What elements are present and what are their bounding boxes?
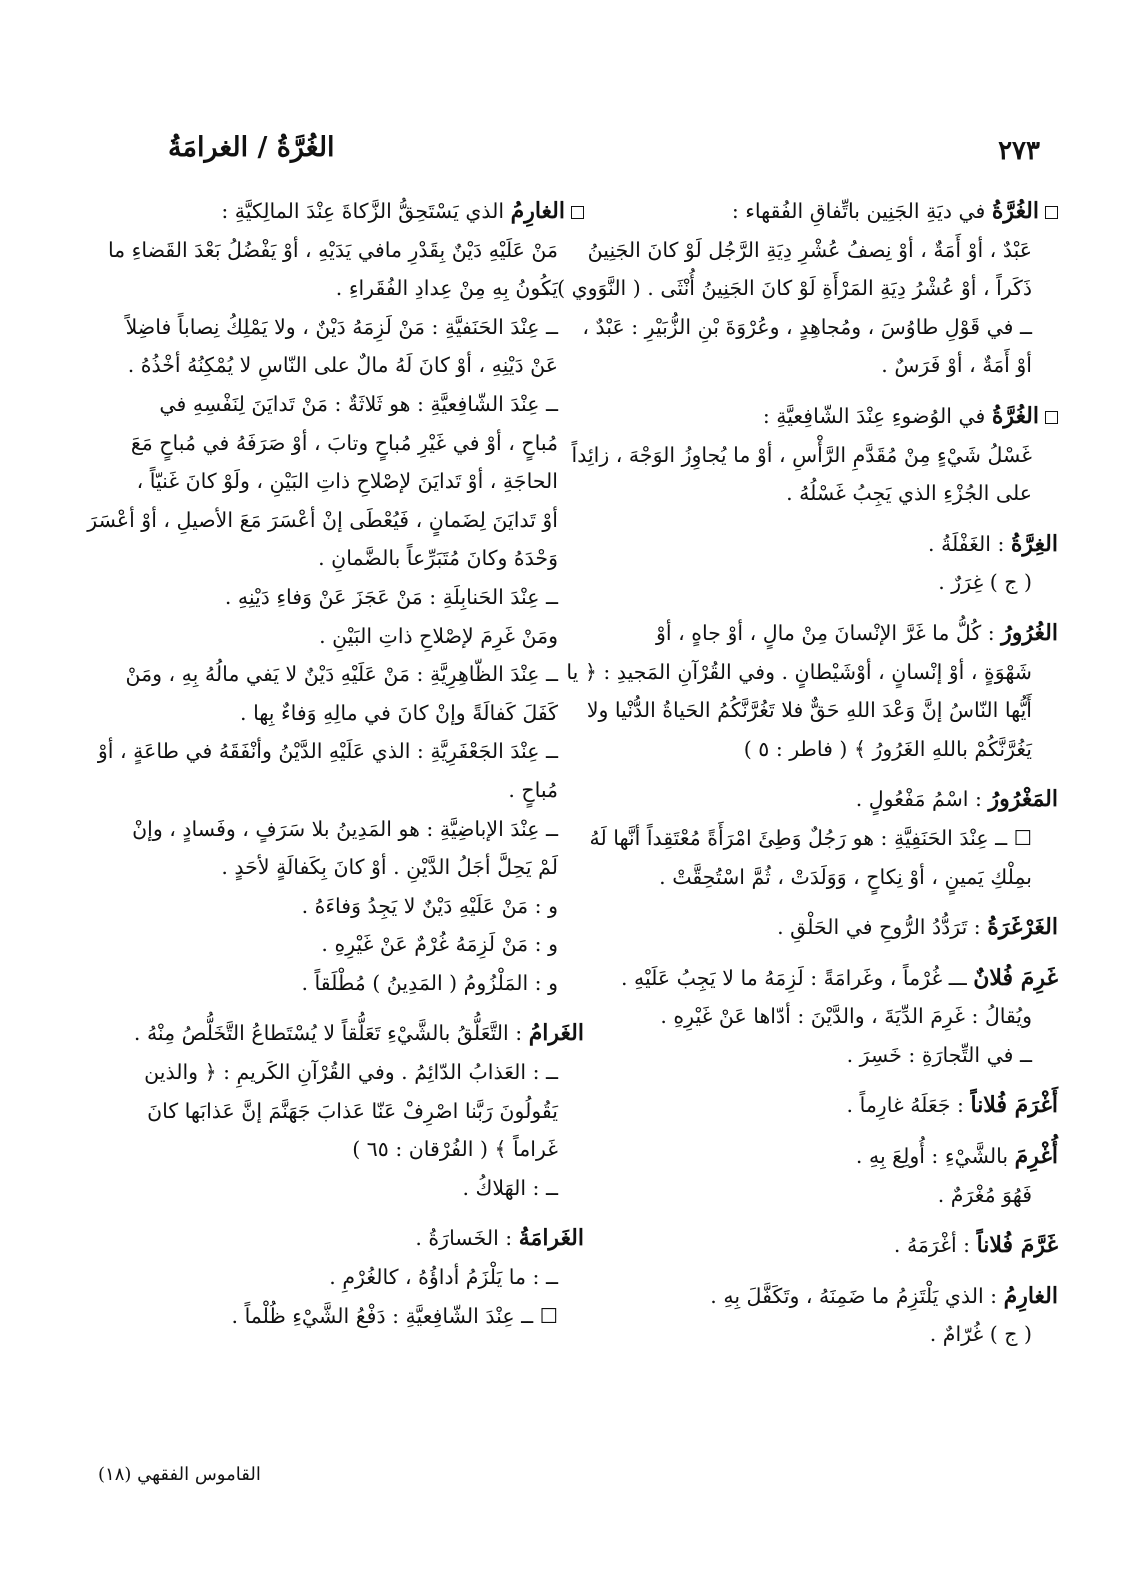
dictionary-entry bbox=[544, 192, 1058, 385]
entry-line bbox=[125, 308, 584, 347]
entry-line bbox=[130, 424, 584, 463]
line-text: فَهُوَ مُغْرَمٌ . bbox=[937, 1182, 1032, 1207]
entry-line bbox=[148, 539, 584, 578]
entry-line bbox=[618, 1036, 1058, 1075]
entry-line bbox=[571, 436, 1058, 475]
line-text: ومَنْ غَرِمَ لإصْلاحِ ذاتِ البَيْنِ . bbox=[319, 623, 558, 648]
line-text: بالشَّيْءِ : أُولِعَ بِهِ . bbox=[855, 1144, 1009, 1169]
entry-line bbox=[148, 964, 584, 1003]
line-text: ــ عِنْدَ الظّاهِرِيَّةِ : مَنْ عَلَيْهِ دَيْنٌ لا يَفي مالُهُ بِهِ ، ومَنْ bbox=[125, 662, 558, 687]
headword: الغارِمُ bbox=[1003, 1282, 1058, 1309]
line-text: يَقُولُونَ رَبَّنا اصْرِفْ عَنّا عَذابَ جَهَنَّمَ إنَّ عَذابَها كانَ bbox=[147, 1098, 558, 1123]
dictionary-entry bbox=[571, 397, 1058, 513]
line-text: في الوُضوءِ عِنْدَ الشّافِعيَّةِ : bbox=[762, 403, 986, 428]
entry-line bbox=[127, 346, 584, 385]
line-text: ـــ غُرْماً ، وغَرامَةً : لَزِمَهُ ما لا يَجِبُ عَلَيْهِ . bbox=[620, 965, 967, 990]
headword: الغُرَّةُ bbox=[991, 402, 1039, 429]
entry-line bbox=[586, 691, 1058, 730]
headword: أَغْرَمَ فُلاناً bbox=[970, 1092, 1058, 1119]
line-text: ــ : العَذابُ الدّائِمُ . وفي القُرْآنِ الكَريمِ : ﴿ والذين bbox=[144, 1060, 558, 1085]
square-marker-icon bbox=[1045, 206, 1058, 219]
entry-line bbox=[148, 192, 584, 231]
running-head: الغُرَّةُ / الغرامَةُ bbox=[168, 132, 335, 163]
headword: الغُرُورُ bbox=[1001, 619, 1058, 646]
entry-line bbox=[618, 563, 1058, 602]
headword: الغُرَّةُ bbox=[991, 198, 1039, 224]
headword: الغَرامُ bbox=[528, 1020, 584, 1047]
line-text: أَيُّها النّاسُ إنَّ وَعْدَ اللهِ حَقٌّ فلا تَغُرَّنَّكُمُ الحَياةُ الدُّنْيا ولا bbox=[586, 698, 1032, 723]
entry-line bbox=[144, 1053, 584, 1092]
entry-line bbox=[618, 525, 1058, 564]
entry-line bbox=[148, 1219, 584, 1258]
entry-line bbox=[618, 397, 1058, 436]
headword: الغارِمُ bbox=[510, 198, 565, 224]
entry-line bbox=[148, 848, 584, 887]
entry-line bbox=[589, 819, 1058, 858]
entry-line bbox=[148, 1258, 584, 1297]
footer: القاموس الفقهي (١٨) bbox=[98, 1464, 261, 1485]
line-text: ــ : الهَلاكُ . bbox=[462, 1175, 558, 1200]
entry-line bbox=[107, 231, 584, 270]
entry-line bbox=[97, 732, 584, 771]
square-marker-icon bbox=[1045, 411, 1058, 424]
left-column bbox=[87, 192, 584, 1347]
dictionary-entry bbox=[148, 1219, 584, 1335]
line-text: و : مَنْ لَزِمَهُ غُرْمٌ عَنْ غَيْرِهِ . bbox=[321, 932, 558, 957]
line-text: : تَرَدُّدُ الرُّوحِ في الحَلْقِ . bbox=[777, 915, 981, 940]
entry-line bbox=[618, 730, 1058, 769]
headword: غَرِمَ فُلانٌ bbox=[973, 964, 1058, 991]
entry-line bbox=[566, 653, 1058, 692]
entry-line bbox=[618, 1226, 1058, 1265]
line-text: أوْ تَدايَنَ لِضَمانٍ ، فَيُعْطَى إنْ أعْسَرَ مَعَ الأصيلِ ، أوْ أعْسَرَ bbox=[87, 507, 558, 532]
headword: المَغْرُورُ bbox=[988, 786, 1058, 813]
entry-line bbox=[148, 771, 584, 810]
line-text: ( ج ) غِرَرٌ . bbox=[938, 570, 1032, 595]
line-text: مُباحٍ ، أوْ في غَيْرِ مُباحٍ وتابَ ، أوْ صَرَفَهُ في مُباحٍ مَعَ bbox=[130, 430, 558, 455]
headword: الغَرْغَرَةُ bbox=[987, 914, 1058, 941]
entry-line bbox=[582, 308, 1058, 347]
line-text: ☐ ــ عِنْدَ الحَنَفِيَّةِ : هو رَجُلٌ وَطِئَ امْرَأَةً مُعْتَقِداً أنَّها لَهُ bbox=[589, 825, 1032, 850]
line-text: ويُقالُ : غَرِمَ الدِّيَةَ ، والدَّيْنَ : أدّاها عَنْ غَيْرِهِ . bbox=[660, 1004, 1032, 1029]
line-text: شَهْوَةٍ ، أوْ إنْسانٍ ، أوْشَيْطانٍ . وفي القُرْآنِ المَجيدِ : ﴿ يا bbox=[566, 659, 1032, 684]
dictionary-entry bbox=[618, 959, 1058, 1075]
entry-line bbox=[125, 655, 584, 694]
dictionary-entry bbox=[618, 1226, 1058, 1265]
entry-line bbox=[148, 1130, 584, 1169]
line-text: ☐ ــ عِنْدَ الشّافِعيَّةِ : دَفْعُ الشَّيْءِ ظُلْماً . bbox=[231, 1303, 558, 1328]
dictionary-entry bbox=[618, 525, 1058, 602]
line-text: كَفَلَ كَفالَةً وإنْ كانَ في مالِهِ وَفاءٌ بِها . bbox=[240, 700, 558, 725]
entry-line bbox=[148, 617, 584, 656]
line-text: : كُلُّ ما غَرَّ الإنْسانَ مِنْ مالٍ ، أوْ جاهٍ ، أوْ bbox=[656, 620, 995, 645]
dictionary-entry bbox=[618, 1277, 1058, 1354]
entry-line bbox=[148, 1297, 584, 1336]
entry-line bbox=[148, 1169, 584, 1208]
entry-line bbox=[618, 192, 1058, 231]
dictionary-entry bbox=[589, 780, 1058, 896]
line-text: ــ عِنْدَ الحَنابِلَةِ : مَنْ عَجَزَ عَنْ وَفاءِ دَيْنِهِ . bbox=[224, 584, 558, 609]
line-text: في ديَةِ الجَنِين باتِّفاقِ الفُقهاء : bbox=[731, 199, 986, 223]
entry-line bbox=[148, 887, 584, 926]
line-text: ( ج ) غُرّامٌ . bbox=[929, 1322, 1032, 1347]
line-text: الذي يَسْتَحِقُّ الزَّكاةَ عِنْدَ المالِكيَّةِ : bbox=[221, 199, 505, 223]
dictionary-entry bbox=[566, 614, 1058, 768]
line-text: : جَعَلَهُ غارِماً . bbox=[846, 1093, 964, 1118]
entry-line bbox=[618, 908, 1058, 947]
entry-line bbox=[587, 231, 1058, 270]
line-text: و : المَلْزُومُ ( المَدِينُ ) مُطْلَقاً . bbox=[301, 970, 558, 995]
entry-line bbox=[87, 501, 584, 540]
square-marker-icon bbox=[571, 206, 584, 219]
entry-line bbox=[148, 385, 584, 424]
entry-line bbox=[618, 474, 1058, 513]
entry-line bbox=[618, 858, 1058, 897]
line-text: ــ عِنْدَ الجَعْفَرِيَّةِ : الذي عَلَيْهِ الدَّيْنُ وأنْفَقَهُ في طاعَةٍ ، أوْ bbox=[97, 739, 558, 764]
line-text: : الغَفْلَةُ . bbox=[927, 531, 1005, 556]
line-text: أوْ أَمَةٌ ، أوْ فَرَسٌ . bbox=[881, 353, 1032, 378]
line-text: : الخَسارَةُ . bbox=[415, 1226, 513, 1251]
dictionary-entry bbox=[87, 192, 584, 1002]
headword: الغِرَّةُ bbox=[1010, 530, 1058, 557]
line-text: و : مَنْ عَلَيْهِ دَيْنٌ لا يَجِدُ وَفاءَهُ . bbox=[301, 893, 558, 918]
entry-line bbox=[618, 1315, 1058, 1354]
line-text: : اسْمُ مَفْعُولٍ . bbox=[855, 787, 982, 812]
line-text: ــ في التِّجارَةِ : خَسِرَ . bbox=[846, 1042, 1032, 1067]
entry-line bbox=[132, 810, 584, 849]
entry-line bbox=[618, 1086, 1058, 1125]
entry-line bbox=[133, 1014, 584, 1053]
dictionary-entry bbox=[618, 908, 1058, 947]
line-text: ــ : ما يَلْزَمُ أداؤُهُ ، كالغُرْمِ . bbox=[329, 1265, 558, 1290]
line-text: عَنْ دَيْنِهِ ، أوْ كانَ لَهُ مالٌ على النّاسِ لا يُمْكِنُهُ أخْذُهُ . bbox=[127, 353, 558, 378]
line-text: : التَّعَلُّقُ بالشَّيْءِ تَعَلُّقاً لا يُسْتَطاعُ التَّخَلُّصُ مِنْهُ . bbox=[133, 1021, 523, 1046]
entry-line bbox=[618, 959, 1058, 998]
line-text: غَسْلُ شَيْءٍ مِنْ مُقَدَّمِ الرَّأْسِ ، أوْ ما يُجاوِزُ الوَجْهَ ، زائِداً bbox=[571, 442, 1032, 467]
line-text: وَحْدَهُ وكانَ مُتَبَرِّعاً بالضَّمانِ . bbox=[318, 546, 558, 571]
entry-line bbox=[618, 346, 1058, 385]
entry-line bbox=[618, 1176, 1058, 1215]
line-text: ــ في قَوْلِ طاوُسَ ، ومُجاهِدٍ ، وعُرْوَةَ بْنِ الزُّبَيْرِ : عَبْدٌ ، bbox=[582, 314, 1032, 339]
line-text: : أغْرَمَهُ . bbox=[893, 1233, 971, 1258]
line-text: لَمْ يَحِلَّ أجَلُ الدَّيْنِ . أوْ كانَ بِكَفالَةٍ لأحَدٍ . bbox=[221, 855, 558, 880]
entry-line bbox=[618, 780, 1058, 819]
line-text: : الذي يَلْتَزِمُ ما ضَمِنَهُ ، وتَكَفَّلَ بِهِ . bbox=[710, 1283, 998, 1308]
line-text: مُباحٍ . bbox=[508, 777, 558, 802]
line-text: ــ عِنْدَ الإباضِيَّةِ : هو المَدِينُ بلا سَرَفٍ ، وفَسادٍ ، وإنْ bbox=[132, 816, 558, 841]
entry-line bbox=[148, 694, 584, 733]
line-text: الحاجَةِ ، أوْ تَدايَنَ لإصْلاحِ ذاتِ البَيْنِ ، ولَوْ كانَ غَنيّاً ، bbox=[136, 469, 558, 494]
line-text: يَكُونُ بِهِ مِنْ عِدادِ الفُقَراءِ . bbox=[335, 276, 558, 301]
line-text: ــ عِنْدَ الشّافِعيَّةِ : هو ثَلاثَةٌ : مَنْ تَدايَنَ لِنَفْسِهِ في bbox=[159, 391, 558, 416]
entry-line bbox=[618, 997, 1058, 1036]
entry-line bbox=[136, 462, 584, 501]
line-text: على الجُزْءِ الذي يَجِبُ غَسْلُهُ . bbox=[786, 481, 1032, 506]
dictionary-entry bbox=[618, 1086, 1058, 1125]
line-text: بمِلْكِ يَمينٍ ، أوْ نِكاحٍ ، وَوَلَدَتْ ، ثُمَّ اسْتُحِقَّتْ . bbox=[659, 864, 1032, 889]
line-text: ذَكَراً ، أوْ عُشْرُ دِيَةِ المَرْأَةِ لَوْ كانَ الجَنِينُ أُنْثَى . ( النَّوَوي ) . bbox=[544, 276, 1032, 301]
dictionary-entry bbox=[133, 1014, 584, 1207]
line-text: ــ عِنْدَ الحَنَفيَّةِ : مَنْ لَزِمَهُ دَيْنٌ ، ولا يَمْلِكُ نِصاباً فاضِلاً bbox=[125, 314, 558, 339]
line-text: يَغُرَّنَّكُمْ باللهِ الغَرُورُ ﴾ ( فاطر : ٥ ) bbox=[743, 736, 1032, 761]
headword: غَرَّمَ فُلاناً bbox=[976, 1232, 1058, 1259]
headword: أُغْرِمَ bbox=[1014, 1143, 1058, 1170]
page-number: ٢٧٣ bbox=[998, 136, 1040, 166]
line-text: مَنْ عَلَيْهِ دَيْنٌ بِقَدْرِ مافي يَدَيْهِ ، أوْ يَفْضُلُ بَعْدَ القَضاءِ ما bbox=[107, 237, 558, 262]
entry-line bbox=[148, 269, 584, 308]
entry-line bbox=[618, 614, 1058, 653]
entry-line bbox=[148, 925, 584, 964]
dictionary-entry bbox=[618, 1137, 1058, 1214]
entry-line bbox=[148, 1092, 584, 1131]
line-text: عَبْدٌ ، أوْ أَمَةٌ ، أوْ نِصفُ عُشْرِ دِيَةِ الرَّجُل لَوْ كانَ الجَنِينُ bbox=[587, 237, 1032, 262]
line-text: غَراماً ﴾ ( الفُرْقان : ٦٥ ) bbox=[352, 1137, 558, 1162]
headword: الغَرامَةُ bbox=[518, 1225, 584, 1252]
entry-line bbox=[618, 1137, 1058, 1176]
entry-line bbox=[148, 578, 584, 617]
entry-line bbox=[544, 269, 1058, 308]
entry-line bbox=[618, 1277, 1058, 1316]
